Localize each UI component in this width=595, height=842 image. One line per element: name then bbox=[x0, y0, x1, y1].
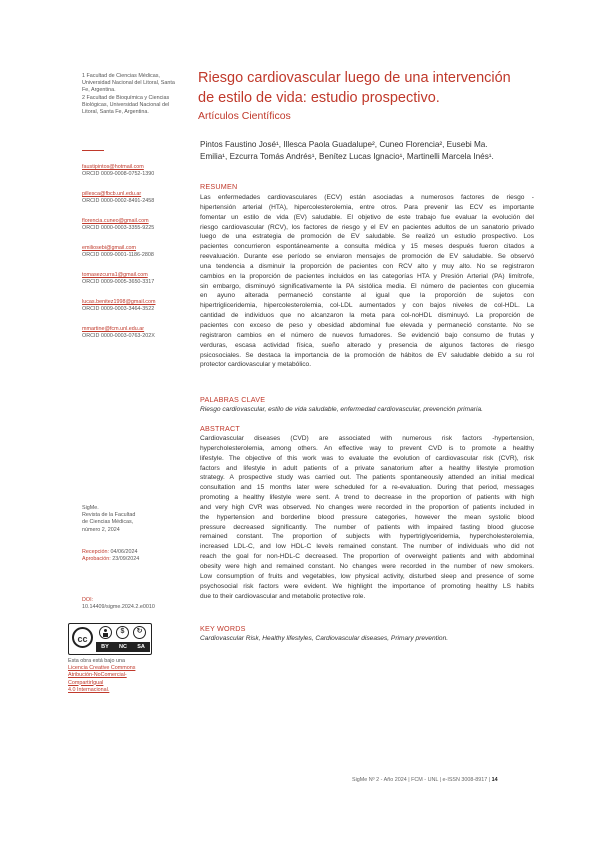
palabras-heading: PALABRAS CLAVE bbox=[200, 395, 266, 404]
resumen-line: hipertensión arterial (HTA), hipercolesterolemia, entre otros. Para prevenir las ECV es importante bbox=[200, 203, 534, 211]
cc-badge-labels bbox=[96, 642, 150, 652]
keywords-text: Cardiovascular Risk, Healthy lifestyles, Cardiovascular diseases, Primary prevention. bbox=[200, 635, 449, 642]
abstract-body bbox=[200, 434, 534, 601]
footer-text: SigMe Nº 2 - Año 2024 | FCM - UNL | e-ISSN 3008-8917 | bbox=[352, 777, 491, 783]
abstract-line: increased LDL-C, and low HDL-C levels remained constant. The number of individuals who did not bbox=[200, 543, 534, 551]
resumen-line: hipertrigliceridemia, hipercolesterolemia, col-LDL aumentados y con bajos niveles de col-HDL. La bbox=[200, 302, 534, 310]
resumen-heading: RESUMEN bbox=[200, 182, 238, 191]
contact-item bbox=[82, 218, 192, 245]
resumen-line: en ayuno alterada permaneció constante al igual que la proporción de sujetos con bbox=[200, 292, 534, 300]
abstract-line: factors and lifestyle in adult patients of a private sanatorium after a healthy lifestyle promotion bbox=[200, 464, 534, 472]
contact-item bbox=[82, 326, 192, 353]
resumen-line: fomentar un estilo de vida (EV) saludable. El objetivo de este trabajo fue evaluar la evolución del bbox=[200, 213, 534, 221]
doi-value[interactable]: 10.14409/sigme.2024.2.e0010 bbox=[82, 604, 155, 611]
article-title: Riesgo cardiovascular luego de una intervención de estilo de vida: estudio prospectivo. bbox=[198, 70, 511, 106]
abstract-line: due to their cardiovascular and metabolic protective role. bbox=[200, 592, 366, 600]
email-link[interactable]: tomasezcurra1@gmail.com bbox=[82, 272, 148, 278]
email-link[interactable]: lucas.benitez1998@gmail.com bbox=[82, 299, 156, 305]
abstract-line: strategy. A prospective study was carried out. The patients spontaneously attended an initial medical bbox=[200, 474, 534, 482]
reception-date: Recepción: 04/06/2024 bbox=[82, 549, 138, 555]
orcid-id: ORCID 0000-0003-0763-202X bbox=[82, 333, 155, 340]
resumen-line: verduras, escasa actividad física, sueño alterado y presencia de algunos factores de riesgo bbox=[200, 341, 534, 349]
abstract-line: obesity were high and remained constant. No changes were recorded in the number of new smokers. bbox=[200, 562, 534, 570]
affiliation-1: 1 Facultad de Ciencias Médicas, Universidad Nacional del Litoral, Santa Fe, Argentina. bbox=[82, 73, 175, 94]
orcid-id: ORCID 0000-0003-3355-9225 bbox=[82, 225, 155, 232]
orcid-id: ORCID 0009-0003-3464-3522 bbox=[82, 306, 155, 313]
approval-date: Aprobación: 23/09/2024 bbox=[82, 556, 140, 563]
cc-badge-nc: NC bbox=[119, 644, 127, 650]
contact-item bbox=[82, 299, 192, 326]
nc-icon: $ bbox=[116, 626, 129, 639]
page-number: 14 bbox=[491, 777, 498, 783]
resumen-line: cambios en la proporción de pacientes incluidos en las categorías HTA y Presión Arterial (PA) limítrofe, bbox=[200, 272, 534, 280]
email-link[interactable]: pillesca@fbcb.unl.edu.ar bbox=[82, 191, 142, 197]
abstract-line: the hypertension and borderline blood pressure categories, however the mean systolic blood bbox=[200, 513, 534, 521]
contact-item bbox=[82, 272, 192, 299]
cc-license-badge[interactable] bbox=[68, 623, 152, 655]
license-link[interactable]: Licencia Creative Commons Atribución-NoComercial- CompartirIgual 4.0 Internacional. bbox=[68, 665, 136, 693]
abstract-heading: ABSTRACT bbox=[200, 424, 240, 433]
license-text: Esta obra está bajo una Licencia Creative Commons Atribución-NoComercial- CompartirIgual 4.0 Internacional. bbox=[68, 658, 178, 694]
contact-item bbox=[82, 164, 192, 191]
resumen-line: registraron cambios en el número de nuevos fumadores. Se evidenció bajo consumo de frutas y bbox=[200, 331, 534, 339]
resumen-line: pacientes con exceso de peso y obesidad abdominal fue elevada y permaneció constante. No se bbox=[200, 321, 534, 329]
email-link[interactable]: faustipintos@hotmail.com bbox=[82, 164, 144, 170]
orcid-id: ORCID 0009-0001-1186-2808 bbox=[82, 252, 154, 259]
abstract-line: psychosocial risk factors were evident. We highlight the importance of promoting healthy LS habits bbox=[200, 582, 534, 590]
resumen-line: sin embargo, disminuyó significativamente la PA sistólica media. El número de pacientes con glucemia bbox=[200, 282, 534, 290]
orcid-id: ORCID 0000-0002-8491-2458 bbox=[82, 198, 155, 205]
contact-item bbox=[82, 191, 192, 218]
journal-info: SigMe. Revista de la Facultad de Ciencias Médicas, número 2, 2024 bbox=[82, 505, 136, 533]
resumen-line: reevaluación. Durante ese período se enviaron mensajes de promoción de EV saludable. Se observó bbox=[200, 253, 534, 261]
contact-list bbox=[82, 164, 192, 353]
resumen-line: protector cardiovascular y metabólico. bbox=[200, 361, 312, 369]
orcid-id: ORCID 0009-0005-3650-3317 bbox=[82, 279, 155, 286]
abstract-line: pressure decreased significantly. The number of patients with impaired fasting blood glucose bbox=[200, 523, 534, 531]
abstract-line: Low consumption of fruits and vegetables, low physical activity, disturbed sleep and presence of some bbox=[200, 572, 534, 580]
affiliation-2: 2 Facultad de Bioquímica y Ciencias Biológicas, Universidad Nacional del Litoral, Santa Fe, Argentina. bbox=[82, 94, 170, 116]
doi-label: DOI: bbox=[82, 597, 94, 603]
keywords-heading: KEY WORDS bbox=[200, 624, 246, 633]
cc-badge-by: BY bbox=[101, 644, 109, 650]
resumen-line: Las enfermedades cardiovasculares (ECV) están asociadas a numerosos factores de riesgo - bbox=[200, 194, 534, 201]
abstract-line: consultation and 15 months later were scheduled for a re-evaluation. During that period, messages bbox=[200, 484, 534, 492]
dates bbox=[82, 549, 192, 563]
palabras-text: Riesgo cardiovascular, estilo de vida saludable, enfermedad cardiovascular, prevención primaria. bbox=[200, 406, 483, 413]
page-footer bbox=[352, 777, 498, 783]
resumen-line: pacientes concurrieron espontáneamente a consulta médica y 15 meses después fueron citados a bbox=[200, 243, 534, 251]
resumen-line: luego de una estrategia de promoción de EV saludable. Se realizó un estudio prospectivo. Los bbox=[200, 233, 534, 241]
cc-badge-sa: SA bbox=[137, 644, 145, 650]
cc-icon: cc bbox=[72, 627, 93, 648]
resumen-line: cantidad de individuos que no alcanzaron la meta para col-noHDL disminuyó. La proporción de bbox=[200, 312, 534, 320]
abstract-line: Cardiovascular diseases (CVD) are associated with numerous risk factors -hypertension, bbox=[200, 435, 534, 442]
email-link[interactable]: mmartine@fcm.unl.edu.ar bbox=[82, 326, 145, 332]
abstract-line: reach the goal for non-HDL-C decreased. The proportion of overweight patients and with abdominal bbox=[200, 553, 534, 561]
resumen-line: psicosociales. Se destaca la importancia de la promoción de hábitos de EV saludable debido a su rol bbox=[200, 351, 534, 359]
abstract-line: promoting a healthy lifestyle were sent. A trend to decrease in the proportion of patients with high bbox=[200, 494, 534, 502]
by-icon bbox=[99, 626, 112, 639]
article-section: Artículos Científicos bbox=[198, 110, 291, 122]
sa-icon: ↻ bbox=[133, 626, 146, 639]
email-link[interactable]: florencia.cuneo@gmail.com bbox=[82, 218, 149, 224]
authors: Pintos Faustino José¹, Illesca Paola Guadalupe², Cuneo Florencia², Eusebi Ma. Emilia¹, Ezcurra Tomás Andrés¹, Benítez Lucas Ignacio¹, Martinelli Marcela Inés¹. bbox=[200, 140, 494, 161]
resumen-line: una tendencia a disminuir la proporción de pacientes con RCV alto y muy alto. No se registraron bbox=[200, 262, 534, 270]
abstract-line: and very high CVR was observed. No changes were recorded in the proportion of patients included in bbox=[200, 503, 534, 511]
orcid-id: ORCID 0009-0008-0752-1390 bbox=[82, 171, 155, 178]
abstract-line: remained constant. The proportion of subjects with hypertriglyceridemia, hypercholesterolemia, bbox=[200, 533, 534, 541]
email-link[interactable]: emiliosebi@gmail.com bbox=[82, 245, 137, 251]
doi-block bbox=[82, 597, 192, 611]
abstract-line: lifestyle. The objective of this work was to evaluate the evolution of cardiovascular risk (CVR), risk bbox=[200, 454, 534, 462]
resumen-body bbox=[200, 193, 534, 370]
abstract-line: hypercholesterolemia, among others. An effective way to prevent CVD is to promote a healthy bbox=[200, 444, 534, 452]
affiliations bbox=[82, 73, 182, 116]
resumen-line: riesgo cardiovascular (RCV), los factores de riesgo y el EV en pacientes adultos de un sanatorio privado bbox=[200, 223, 534, 231]
contact-item bbox=[82, 245, 192, 272]
sidebar-divider bbox=[82, 150, 104, 151]
